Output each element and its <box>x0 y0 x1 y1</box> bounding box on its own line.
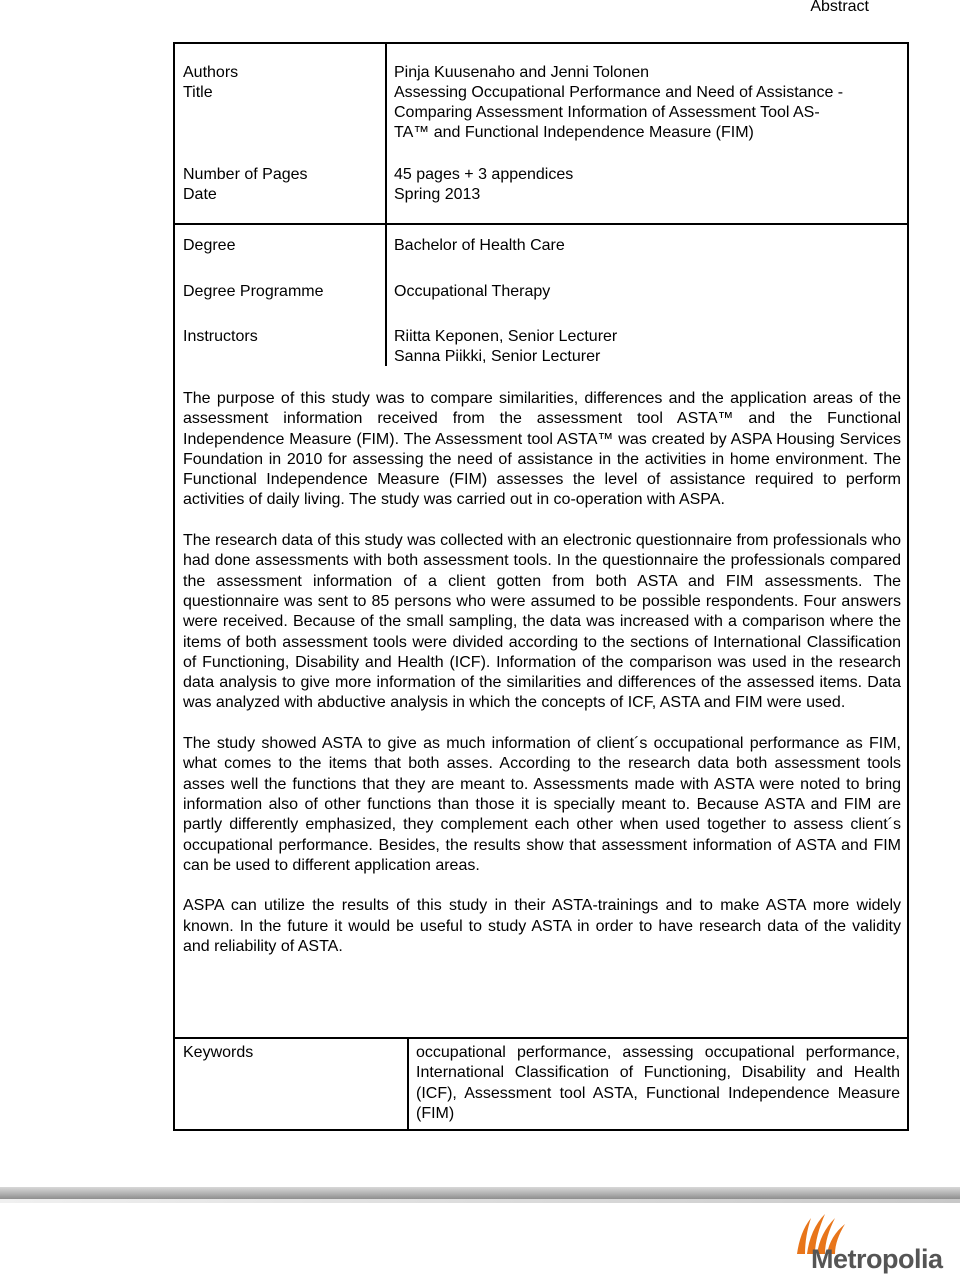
section-label: Abstract <box>810 0 869 15</box>
instructor-1: Riitta Keponen, Senior Lecturer <box>394 328 618 345</box>
title-label: Title <box>183 84 213 101</box>
column-divider <box>385 44 387 223</box>
abstract-body <box>183 389 901 978</box>
date-value: Spring 2013 <box>394 186 481 203</box>
abstract-paragraph: The research data of this study was collected with an electronic questionnaire from professionals who had done assessments with both assessment tools. In the questionnaire the professionals compared the assessment information of a client gotten from both ASTA and FIM assessments. The questionnaire was sent to 85 persons who were assumed to be possible respondents. Four answers were received. Because of the small sampling, the data was increased with a comparison where the items of both assessment tools were divided according to the sections of International Classification of Functioning, Disability and Health (ICF). Information of the comparison was used in the research data analysis to give more information of the similarities and differences of the assessed items. Data was analyzed with abductive analysis in which the concepts of ICF, ASTA and FIM were used. <box>183 532 901 712</box>
keywords-value: occupational performance, assessing occupational performance, International Classification of Functioning, Disability and Health (ICF), Assessment tool ASTA, Functional Independence Measure (FIM) <box>416 1044 900 1122</box>
title-value-line-3: TA™ and Functional Independence Measure (FIM) <box>394 124 754 141</box>
footer-bar <box>0 1187 960 1199</box>
instructor-2: Sanna Piikki, Senior Lecturer <box>394 348 601 365</box>
metropolia-logo-text: Metropolia <box>811 1244 943 1274</box>
degree-section <box>175 223 907 366</box>
abstract-paragraph: ASPA can utilize the results of this study in their ASTA-trainings and to make ASTA more widely known. In the future it would be useful to study ASTA in order to have research data of the validity and reliability of ASTA. <box>183 897 901 956</box>
keywords-table <box>175 1037 907 1131</box>
column-divider <box>385 223 387 366</box>
column-divider <box>407 1039 409 1131</box>
footer-bar-shadow <box>0 1199 960 1203</box>
abstract-frame <box>173 42 909 1131</box>
abstract-paragraph: The study showed ASTA to give as much information of client´s occupational performance as FIM, what comes to the items that both asses. According to the research data both assessment tools asses well the functions that they are meant to. Assessments made with ASTA were noted to bring information also of other functions than those it is specially meant to. Because ASTA and FIM are partly differently emphasized, they complement each other when used together to assess client´s occupational performance. Besides, the results show that assessment information of ASTA and FIM can be used to different application areas. <box>183 735 901 874</box>
authors-value: Pinja Kuusenaho and Jenni Tolonen <box>394 64 650 81</box>
title-value-line-1: Assessing Occupational Performance and Need of Assistance - <box>394 84 844 101</box>
programme-value: Occupational Therapy <box>394 283 551 300</box>
authors-label: Authors <box>183 64 239 81</box>
degree-value: Bachelor of Health Care <box>394 237 565 254</box>
keywords-label: Keywords <box>183 1044 254 1061</box>
pages-label: Number of Pages <box>183 166 308 183</box>
date-label: Date <box>183 186 217 203</box>
programme-label: Degree Programme <box>183 283 324 300</box>
abstract-paragraph: The purpose of this study was to compare similarities, differences and the application areas of the assessment information received from the assessment tool ASTA™ and the Functional Independence Measure (FIM). The Assessment tool ASTA™ was created by ASPA Housing Services Foundation in 2010 for assessing the need of assistance in the activities in home environment. The Functional Independence Measure (FIM) assesses the level of assistance required to perform activities of daily living. The study was carried out in co-operation with ASPA. <box>183 390 901 509</box>
title-value-line-2: Comparing Assessment Information of Assessment Tool AS- <box>394 104 820 121</box>
metadata-table <box>175 44 907 225</box>
degree-label: Degree <box>183 237 236 254</box>
instructors-label: Instructors <box>183 328 258 345</box>
pages-value: 45 pages + 3 appendices <box>394 166 574 183</box>
